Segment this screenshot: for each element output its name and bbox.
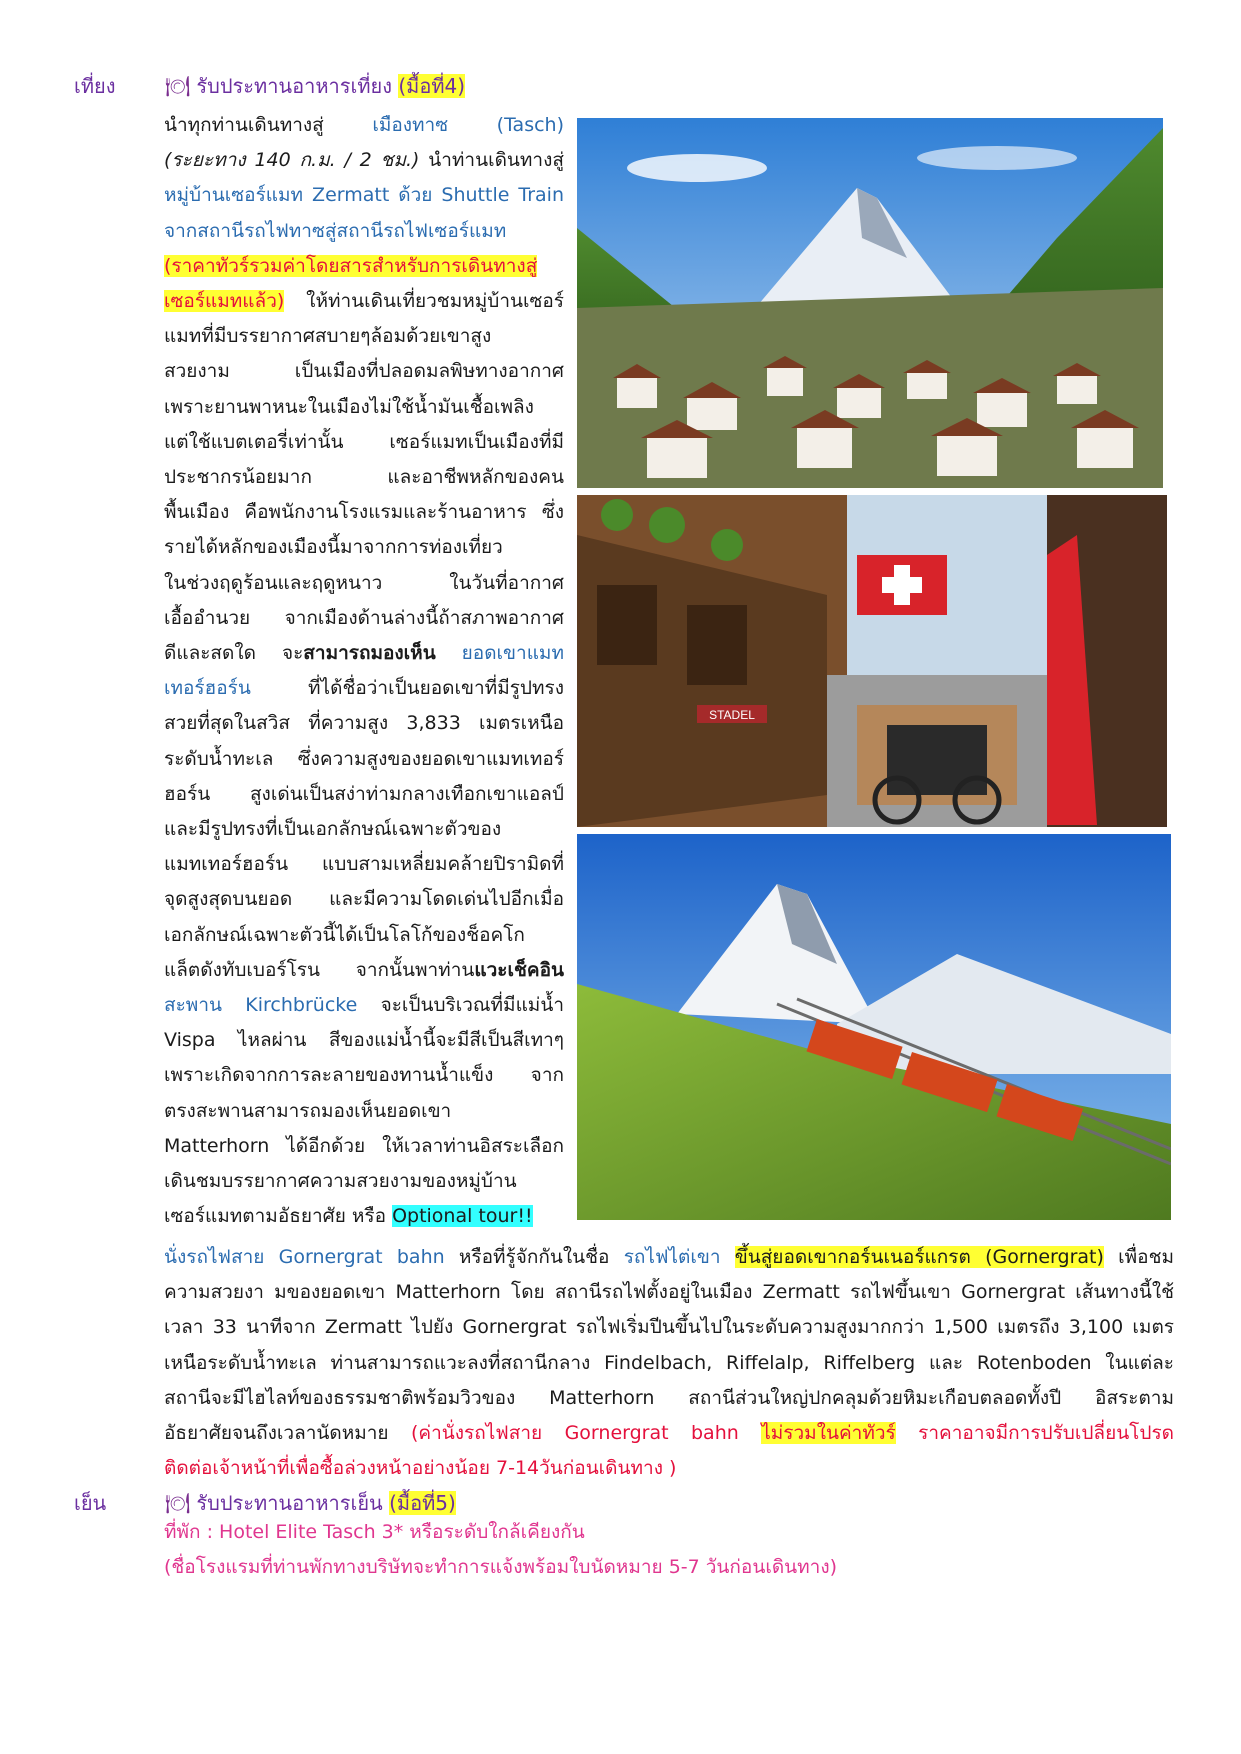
text-run: แต่ใช้แบตเตอรี่เท่านั้น เซอร์แมทเป็นเมืองที่มี [164,430,564,453]
text-run: Vispa ไหลผ่าน สีของแม่น้ำนี้จะมีสีเป็นสีเทาๆ [164,1029,564,1052]
text-run: (ราคาทัวร์รวมค่าโดยสารสำหรับการเดินทางสู่ [164,254,538,277]
wide-line [164,1275,1174,1310]
dinner-text: รับประทานอาหารเย็น [196,1491,383,1515]
hotel-line: ที่พัก : Hotel Elite Tasch 3* หรือระดับใกล้เคียงกัน [164,1521,585,1543]
text-run: ฮอร์น สูงเด่นเป็นสง่าท่ามกลางเทือกเขาแอลป์ [164,782,564,805]
text-run: แมทเทอร์ฮอร์น แบบสามเหลี่ยมคล้ายปิรามิดที่ [164,853,564,876]
text-run: จากสถานีรถไฟทาซสู่สถานีรถไฟเซอร์แมท [164,219,507,242]
text-run: แล็ตดังทับเบอร์โรน จากนั้นพาท่าน [164,958,475,981]
narrow-line [164,214,564,249]
narrow-line [164,706,564,741]
narrow-line [164,178,564,213]
wide-line [164,1451,676,1486]
wide-line [164,1310,1174,1345]
wide-line [164,1416,1174,1451]
text-run: เอื้ออำนวย จากเมืองด้านล่างนี้ถ้าสภาพอากาศ [164,606,564,629]
narrow-line [164,143,564,178]
narrow-line [164,1129,564,1164]
text-run: สวยที่สุดในสวิส ที่ความสูง 3,833 เมตรเหนือ [164,712,564,735]
text-run: สถานีจะมีไฮไลท์ของธรรมชาติพร้อมวิวของ Matterhorn สถานีส่วนใหญ่ปกคลุมด้วยหิมะเกือบตลอดทั้งปี อิสระตาม [164,1386,1174,1409]
text-run: ราคาอาจมีการปรับเปลี่ยนโปรด [895,1422,1174,1444]
text-run: หรือที่รู้จักกันในชื่อ [444,1246,624,1268]
text-run: นำทุกท่านเดินทางสู่ [164,114,373,136]
text-run: ในช่วงฤดูร้อนและฤดูหนาว ในวันที่อากาศ [164,571,564,594]
wide-line [164,1381,1174,1416]
text-run: Optional tour!! [392,1205,533,1228]
narrow-line [164,249,564,284]
narrow-line [164,566,564,601]
text-run: เหนือระดับน้ำทะเล ท่านสามารถแวะลงที่สถานีกลาง Findelbach, Riffelalp, Riffelberg และ Rotenboden ในแต่ละ [164,1351,1174,1374]
text-run: เซอร์แมทแล้ว) [164,290,285,312]
narrow-line [164,425,564,460]
text-run: ประชากรน้อยมาก และอาชีพหลักของคน [164,466,564,488]
text-run [436,642,462,664]
text-run: แวะเช็คอิน [474,958,564,981]
text-run: ขึ้นสู่ยอดเขากอร์นเนอร์แกรต (Gornergrat) [734,1246,1104,1268]
text-run: Matterhorn ได้อีกด้วย ให้เวลาท่านอิสระเลือก [164,1134,564,1157]
narrow-line [164,601,564,636]
narrow-line [164,812,564,847]
narrow-line [164,777,564,812]
narrow-line [164,953,564,988]
text-run [720,1246,734,1268]
narrow-line [164,354,564,389]
narrow-line [164,495,564,530]
text-run: เซอร์แมทตามอัธยาศัย หรือ [164,1205,393,1228]
text-run: เพื่อชม [1103,1246,1175,1268]
narrow-line [164,1023,564,1058]
text-run: เอกลักษณ์เฉพาะตัวนี้ได้เป็นโลโก้ของช็อคโก [164,923,525,946]
narrow-line [164,882,564,917]
narrow-line [164,1094,564,1129]
text-run: ความสวยงา มของยอดเขา Matterhorn โดย สถานีรถไฟตั้งอยู่ในเมือง Zermatt รถไฟขึ้นเขา Gornergrat เส้นทางนี้ใช้ [164,1281,1174,1304]
text-run: สะพาน Kirchbrücke [164,994,358,1016]
text-run: หมู่บ้านเซอร์แมท Zermatt ด้วย Shuttle Train [164,184,564,207]
text-run: เดินชมบรรยากาศความสวยงามของหมู่บ้าน [164,1170,517,1192]
text-run: รายได้หลักของเมืองนี้มาจากการท่องเที่ยว [164,536,503,559]
text-run: สวยงาม เป็นเมืองที่ปลอดมลพิษทางอากาศ [164,360,564,383]
text-run: แมทที่มีบรรยากาศสบายๆล้อมด้วยเขาสูง [164,325,492,348]
text-run: อัธยาศัยจนถึงเวลานัดหมาย [164,1422,411,1444]
text-run: ระดับน้ำทะเล ซึ่งความสูงของยอดเขาแมทเทอร์ [164,747,564,770]
narrow-line [164,918,564,953]
narrow-line [164,671,564,706]
lunch-label: เที่ยง [74,74,116,98]
text-run: จุดสูงสุดบนยอด และมีความโดดเด่นไปอีกเมื่อ [164,888,564,911]
narrow-line [164,636,564,671]
narrow-line [164,988,564,1023]
text-run: (ระยะทาง 140 ก.ม. / 2 ชม.) [164,149,420,172]
dinner-meal-number: (มื้อที่5) [389,1491,456,1515]
narrow-line [164,319,564,354]
text-run: เทอร์ฮอร์น [164,677,251,700]
dining-icon: 🍽 [165,1491,191,1515]
text-run: เพราะยานพาหนะในเมืองไม่ใช้น้ำมันเชื้อเพลิง [164,395,534,418]
narrow-line [164,284,564,319]
narrow-line [164,460,564,495]
text-run: เมืองทาซ (Tasch) [372,114,565,136]
lunch-text: รับประทานอาหารเที่ยง [196,74,392,98]
text-run: รถไฟไต่เขา [623,1246,721,1268]
narrow-line [164,108,564,143]
text-run: พื้นเมือง คือพนักงานโรงแรมและร้านอาหาร ซึ่ง [164,501,564,524]
text-run: เวลา 33 นาทีจาก Zermatt ไปยัง Gornergrat รถไฟเริ่มปีนขึ้นไปในระดับความสูงมากกว่า 1,500 เมตรถึง 3,100 เมตร [164,1316,1174,1339]
zermatt-valley-photo [577,118,1163,488]
dining-icon: 🍽 [165,74,191,98]
lunch-meal-number: (มื้อที่4) [398,74,466,98]
text-run: เพราะเกิดจากการละลายของทานน้ำแข็ง จาก [164,1064,564,1087]
stadel-sign: STADEL [709,708,755,722]
zermatt-street-photo [577,495,1167,827]
hotel-note: (ชื่อโรงแรมที่ท่านพักทางบริษัทจะทำการแจ้งพร้อมใบนัดหมาย 5-7 วันก่อนเดินทาง) [164,1556,838,1578]
text-run: ไม่รวมในค่าทัวร์ [761,1422,896,1444]
narrow-line [164,1164,564,1199]
text-run: ให้ท่านเดินเที่ยวชมหมู่บ้านเซอร์ [284,290,564,312]
dinner-label: เย็น [74,1491,107,1515]
narrow-line [164,1199,533,1234]
text-run: สามารถมองเห็น [303,642,436,664]
text-run: ที่ได้ชื่อว่าเป็นยอดเขาที่มีรูปทรง [250,677,564,700]
text-run: นั่งรถไฟสาย Gornergrat bahn [164,1246,445,1268]
narrow-line [164,742,564,777]
text-run: (ค่านั่งรถไฟสาย Gornergrat bahn [410,1422,762,1444]
text-run: จะเป็นบริเวณที่มีแม่น้ำ [357,994,564,1016]
gornergrat-train-photo [577,834,1171,1220]
text-run: ติดต่อเจ้าหน้าที่เพื่อซื้อล่วงหน้าอย่างน้อย 7-14วันก่อนเดินทาง ) [164,1457,677,1480]
text-run: ดีและสดใด จะ [164,642,304,664]
text-run: ตรงสะพานสามารถมองเห็นยอดเขา [164,1099,452,1122]
narrow-line [164,847,564,882]
text-run: นำท่านเดินทางสู่ [419,149,564,172]
lunch-meal [165,70,465,102]
wide-line [164,1240,1174,1275]
text-run: และมีรูปทรงที่เป็นเอกลักษณ์เฉพาะตัวของ [164,818,502,840]
text-run: ยอดเขาแมท [461,642,564,664]
narrow-line [164,530,564,565]
narrow-line [164,390,564,425]
wide-line [164,1346,1174,1381]
narrow-line [164,1058,564,1093]
